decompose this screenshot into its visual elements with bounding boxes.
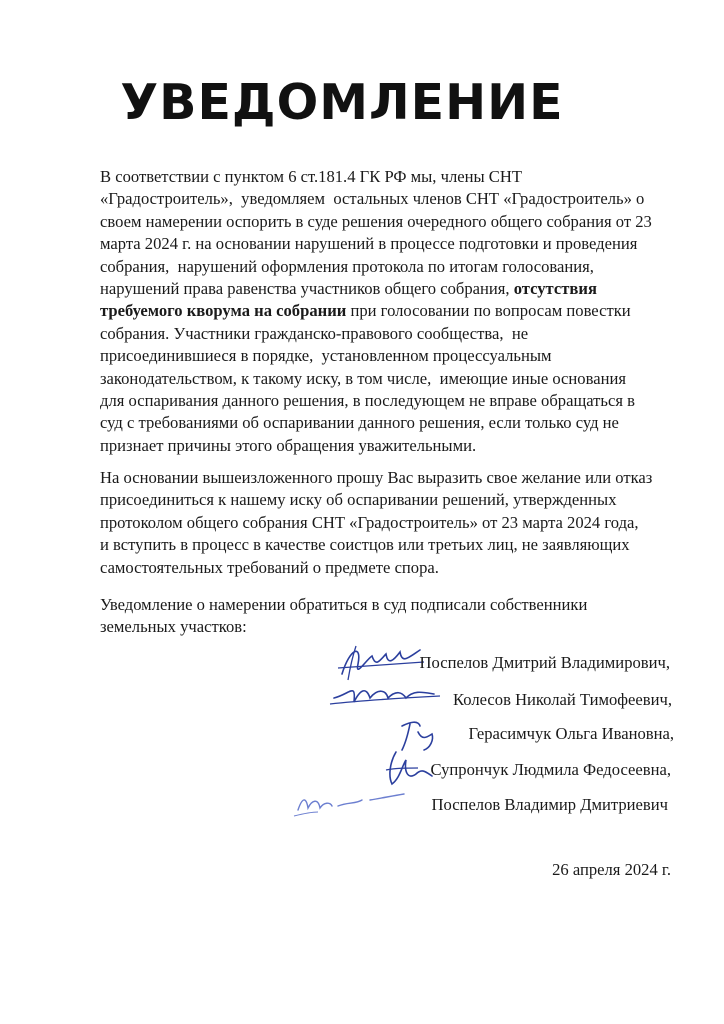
text-line: На основании вышеизложенного прошу Вас выразить свое желание или отказ <box>100 468 653 487</box>
text-run: при голосовании по вопросам повестки <box>346 301 631 321</box>
text-run: нарушений права равенства участников общего собрания, <box>100 279 514 299</box>
text-line: собрания, нарушений оформления протокола по итогам голосования, <box>100 256 594 276</box>
handwritten-signature <box>330 676 442 712</box>
handwritten-signature <box>292 786 408 820</box>
text-line: присоединившиеся в порядке, установленном процессуальным <box>100 346 552 366</box>
text-line: законодательством, к такому иску, в том числе, имеющие иные основания <box>100 368 626 388</box>
text-line: признает причины этого обращения уважительными. <box>100 435 477 455</box>
text-line: присоединиться к нашему иску об оспаривании решений, утвержденных <box>100 490 617 510</box>
signer-name: Герасимчук Ольга Ивановна, <box>468 724 674 743</box>
signer-name: Поспелов Дмитрий Владимирович, <box>419 653 670 672</box>
document-date: 26 апреля 2024 г. <box>552 860 671 879</box>
text-line: собрания. Участники гражданско-правового сообщества, не <box>100 323 529 343</box>
text-line: для оспаривания данного решения, в последующем не вправе обращаться в <box>100 391 635 411</box>
signer-name: Колесов Николай Тимофеевич, <box>453 690 672 709</box>
text-line: и вступить в процесс в качестве соистцов или третьих лиц, не заявляющих <box>100 535 630 555</box>
text-line: В соответствии с пунктом 6 ст.181.4 ГК РФ мы, члены СНТ <box>100 167 522 186</box>
bold-text-run: требуемого кворума на собрании <box>100 301 347 321</box>
text-line: суд с требованиями об оспаривании данного решения, если только суд не <box>100 413 619 433</box>
text-line: самостоятельных требований о предмете спора. <box>100 557 439 577</box>
signer-name: Поспелов Владимир Дмитриевич <box>431 795 668 814</box>
text-line: Уведомление о намерении обратиться в суд подписали собственники <box>100 595 588 614</box>
bold-text-run: отсутствия <box>513 279 597 299</box>
signer-name: Супрончук Людмила Федосеевна, <box>430 760 671 779</box>
text-line: марта 2024 г. на основании нарушений в процессе подготовки и проведения <box>100 234 638 254</box>
document-title: УВЕДОМЛЕНИЕ <box>120 74 564 131</box>
text-line: своем намерении оспорить в суде решения очередного общего собрания от 23 <box>100 211 652 231</box>
text-line: протоколом общего собрания СНТ «Градостроитель» от 23 марта 2024 года, <box>100 512 639 532</box>
text-line: «Градостроитель», уведомляем остальных членов СНТ «Градостроитель» о <box>100 189 645 209</box>
text-line: земельных участков: <box>100 617 247 637</box>
